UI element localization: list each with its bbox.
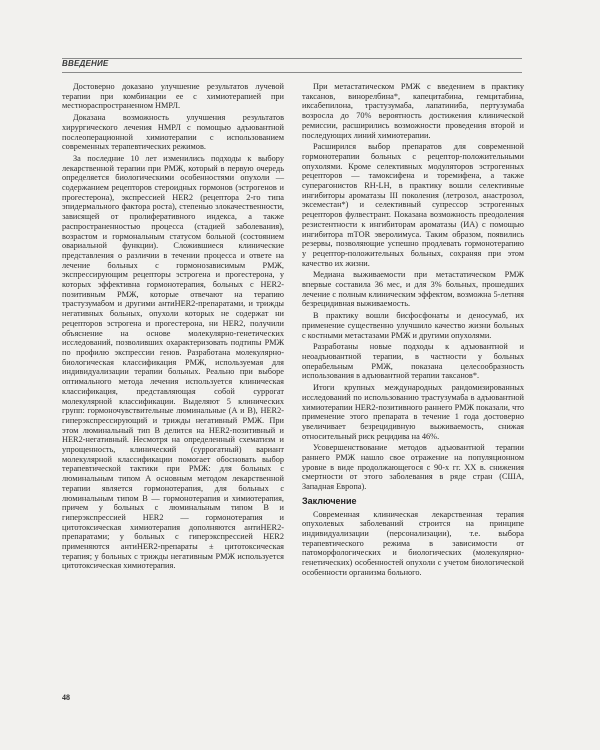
paragraph: При метастатическом РМЖ с введением в практику таксанов, винорелбина*, капецитабина, гемцитабина, иксабепилона, трастузумаба, лапатиниба, пертузумаба возросла до 70% вероятность достижения клинической ремиссии, расширились возможности проведения второй и последующих линий химиотерапии. bbox=[302, 82, 524, 140]
paragraph: Разработаны новые подходы к адъювантной и неоадъювантной терапии, в частности у больных операбельным РМЖ, показана целесообразность использования в адъювантной терапии таксанов*. bbox=[302, 342, 524, 381]
paragraph: Итоги крупных международных рандомизированных исследований по использованию трастузумаба в адъювантной химиотерапии HER2-позитивного раннего РМЖ показали, что применение этого препарата в течение 1 года достоверно увеличивает безрецидивную выживаемость, снижая относительный риск рецидива на 46%. bbox=[302, 383, 524, 441]
header-rule-top bbox=[62, 58, 522, 59]
page-number: 48 bbox=[62, 693, 70, 702]
paragraph: Медиана выживаемости при метастатическом РМЖ впервые составила 36 мес, и для 3% больных, прошедших лечение с полным клиническим эффектом, возможна 5-летняя безрецидивная выживаемость. bbox=[302, 270, 524, 309]
paragraph: В практику вошли бисфосфонаты и деносумаб, их применение существенно улучшило качество жизни больных с костными метастазами РМЖ и другими опухолями. bbox=[302, 311, 524, 340]
conclusion-paragraph: Современная клиническая лекарственная терапия опухолевых заболеваний строится на принципе индивидуализации (персонализации), т.е. выбора терапевтического режима в зависимости от патоморфологических и биологических (молекулярно-генетических) особенностей опухоли с учетом биологической особенности организма больного. bbox=[302, 509, 524, 577]
paragraph: За последние 10 лет изменились подходы к выбору лекарственной терапии при РМЖ, который в первую очередь определяется биологическими особенностями опухоли — содержанием рецепторов стероидных гормонов (эстрогенов и прогестерона), экспрессией HER2 (рецептора 2-го типа эпидермального фактора роста), степенью злокачественности, зависящей от пролиферативного индекса, а также распространенностью процесса (стадией заболевания), возрастом и гормональным статусом больной (состоянием овариальной функции). Сложившиеся клинические представления о различии в течении процесса и ответе на лечение больных с гормонозависимым РМЖ, экспрессирующим рецепторы эстрогена и прогестерона, у которых эффективна гормонотерапия, больных с HER2-позитивным РМЖ, которые отвечают на терапию трастузумабом и другими антиHER2-препаратами, и трижды негативных больных, опухоли которых не содержат ни рецепторов эстрогена и прогестерона, ни HER2, получили объяснение на основе молекулярно-генетических исследований, позволивших охарактеризовать подтипы РМЖ по профилю экспрессии генов. Разработана молекулярно-биологическая классификация РМЖ, используемая для индивидуализации терапии больных. Реально при выборе оптимального метода лечения используется клиническая классификация, представляющая собой суррогат молекулярной классификации. Выделяют 5 клинических групп: гормоночувствительные люминальные (А и В), HER2-гиперэкспрессирующий и трижды негативный РМЖ. При этом люминальный тип В делится на HER2-позитивный и HER2-негативный. Несмотря на определенный схематизм и упрощенность, клинический (суррогатный) вариант молекулярной классификации помогает обосновать выбор терапевтической тактики при РМЖ: для больных с люминальным типом А основным методом лекарственной терапии является гормонотерапия, для больных с люминальным типом В — гормонотерапия и химиотерапия, причем у больных с люминальным типом В и гиперэкспрессией HER2 — гормонотерапия и цитотоксическая химиотерапия дополняются антиHER2-препаратами; у больных с гиперэкспрессией HER2 применяются антиHER2-препараты ± цитотоксическая терапия; у больных с трижды негативным РМЖ используется цитотоксическая химиотерапия. bbox=[62, 153, 284, 571]
paragraph: Усовершенствование методов адъювантной терапии раннего РМЖ нашло свое отражение на популяционном уровне в виде продолжающегося с 90-х гг. XX в. снижения смертности от этого заболевания в ряде стран (США, Западная Европа). bbox=[302, 443, 524, 492]
conclusion-heading: Заключение bbox=[302, 495, 357, 506]
running-header: ВВЕДЕНИЕ bbox=[62, 59, 109, 68]
right-column bbox=[302, 82, 524, 579]
header-rule-bottom bbox=[62, 72, 522, 73]
paragraph: Достоверно доказано улучшение результатов лучевой терапии при комбинации ее с химиотерапией при местнораспространенном НМРЛ. bbox=[62, 82, 284, 111]
paragraph: Доказана возможность улучшения результатов хирургического лечения НМРЛ с помощью адъювантной послеоперационной химиотерапии с использованием современных терапевтических режимов. bbox=[62, 113, 284, 152]
paragraph: Расширился выбор препаратов для современной гормонотерапии больных с рецептор-положительными опухолями. Кроме селективных модуляторов эстрогенных рецепторов — тамоксифена и торемифена, а также суперагонистов RH-LH, в практику вошли селективные ингибиторы ароматазы III поколения (летрозол, анастрозол, эксеместан*) и селективный супрессор эстрогенных рецепторов фулвестрант. Показана возможность преодоления резистентности к ингибиторам ароматазы (ИА) с помощью ингибитора mTOR эверолимуса. Таким образом, появились резервы, позволяющие успешно продлевать гормонотерапию у рецептор-положительных больных, сохраняя при этом качество их жизни. bbox=[302, 142, 524, 268]
left-column bbox=[62, 82, 284, 573]
